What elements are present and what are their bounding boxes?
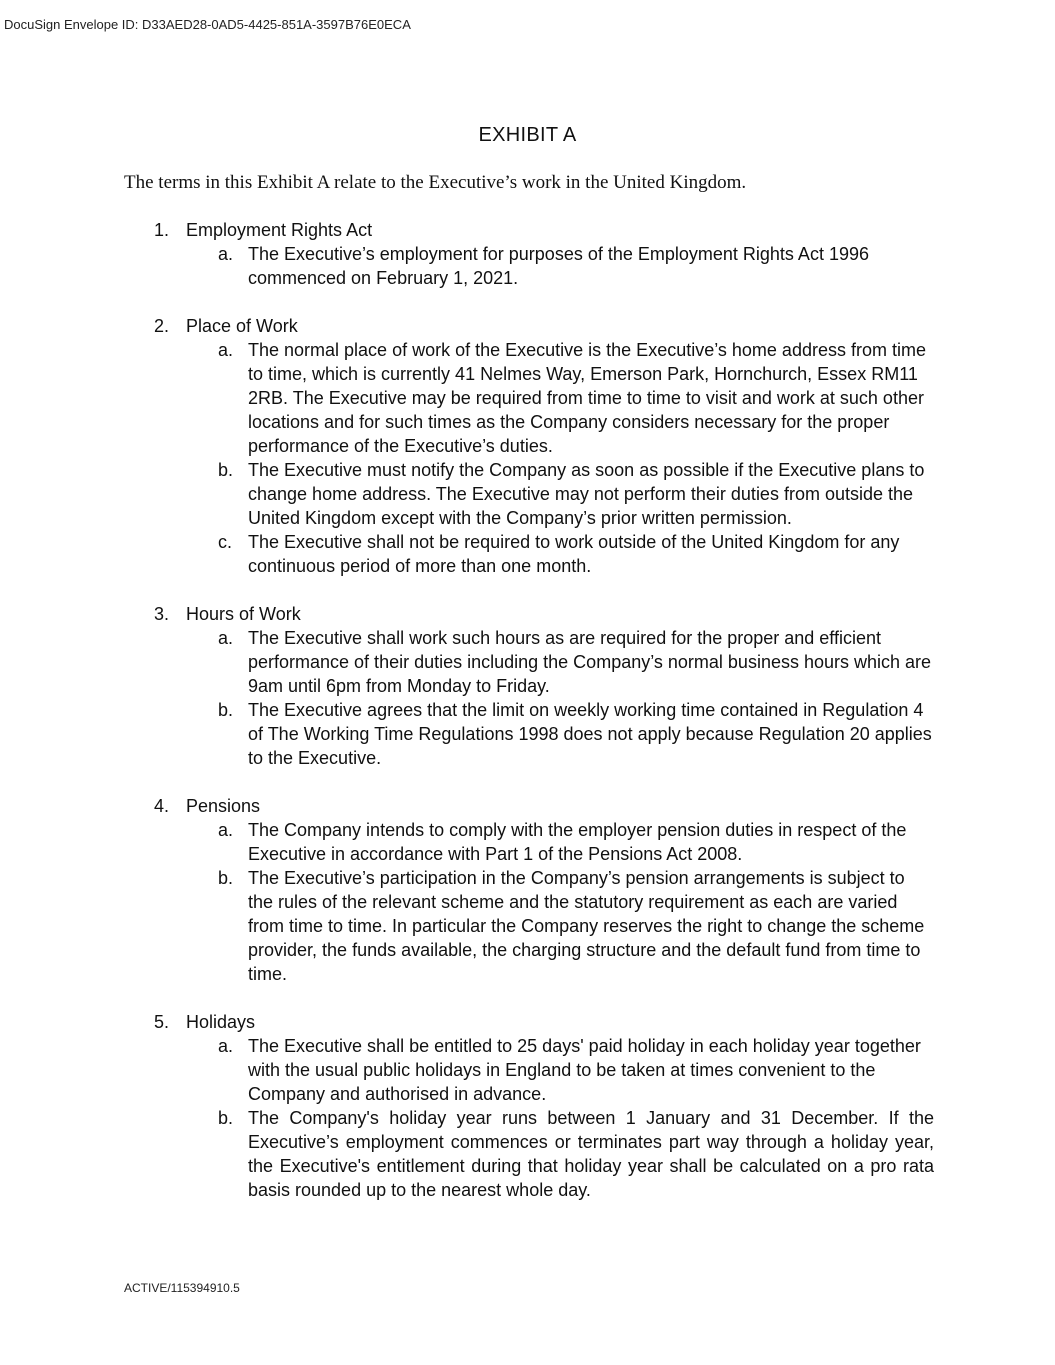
item-text: The Company intends to comply with the employer pension duties in respect of the Executive in accordance with Part 1 of the Pensions Act 2008. [248,820,907,864]
section-number: 3. [154,604,170,624]
docusign-envelope-id: DocuSign Envelope ID: D33AED28-0AD5-4425-851A-3597B76E0ECA [4,17,411,32]
section-heading [124,314,934,338]
list-item [124,626,934,698]
list-item [124,866,934,986]
item-letter: a. [218,820,234,840]
section-title: Hours of Work [186,604,301,624]
section-heading [124,218,934,242]
item-text: The Executive shall work such hours as are required for the proper and efficient performance of their duties including the Company’s normal business hours which are 9am until 6pm from Monday to Friday. [248,628,932,696]
exhibit-sections [124,218,934,1226]
item-letter: a. [218,1036,234,1056]
item-text: The Executive’s participation in the Company’s pension arrangements is subject to the rules of the relevant scheme and the statutory requirement as each are varied from time to time. In particular the Company reserves the right to change the scheme provider, the funds available, the charging structure and the default fund from time to time. [248,868,925,984]
section-holidays [124,1010,934,1202]
item-text: The Executive agrees that the limit on weekly working time contained in Regulation 4 of The Working Time Regulations 1998 does not apply because Regulation 20 applies to the Executive. [248,700,932,768]
list-item [124,1034,934,1106]
list-item [124,530,934,578]
section-employment-rights-act [124,218,934,290]
list-item [124,818,934,866]
section-place-of-work [124,314,934,578]
item-letter: c. [218,532,233,552]
item-text: The Executive shall not be required to work outside of the United Kingdom for any continuous period of more than one month. [248,532,900,576]
item-text: The Company's holiday year runs between 1 January and 31 December. If the Executive’s employment commences or terminates part way through a holiday year, the Executive's entitlement during that holiday year shall be calculated on a pro rata basis rounded up to the nearest whole day. [248,1108,934,1200]
section-title: Pensions [186,796,261,816]
item-letter: b. [218,1108,234,1128]
item-letter: b. [218,868,234,888]
section-title: Employment Rights Act [186,220,373,240]
document-title: EXHIBIT A [478,124,577,146]
section-number: 2. [154,316,170,336]
section-heading [124,1010,934,1034]
item-letter: b. [218,460,234,480]
list-item [124,242,934,290]
list-item [124,338,934,458]
section-heading [124,794,934,818]
item-text: The normal place of work of the Executive is the Executive’s home address from time to time, which is currently 41 Nelmes Way, Emerson Park, Hornchurch, Essex RM11 2RB. The Executive may be required from time to time to visit and work at such other locations and for such times as the Company considers necessary for the proper performance of the Executive’s duties. [248,340,926,456]
list-item [124,458,934,530]
item-text: The Executive must notify the Company as soon as possible if the Executive plans to change home address. The Executive may not perform their duties from outside the United Kingdom except with the Company’s prior written permission. [248,460,925,528]
section-pensions [124,794,934,986]
section-number: 5. [154,1012,170,1032]
list-item [124,698,934,770]
item-letter: a. [218,244,234,264]
item-letter: a. [218,340,234,360]
item-text: The Executive’s employment for purposes of the Employment Rights Act 1996 commenced on February 1, 2021. [248,244,869,288]
intro-paragraph: The terms in this Exhibit A relate to the Executive’s work in the United Kingdom. [124,172,747,193]
document-reference-footer: ACTIVE/115394910.5 [124,1281,240,1295]
section-title: Holidays [186,1012,256,1032]
section-number: 1. [154,220,170,240]
section-number: 4. [154,796,170,816]
item-text: The Executive shall be entitled to 25 days' paid holiday in each holiday year together with the usual public holidays in England to be taken at times convenient to the Company and authorised in advance. [248,1036,921,1104]
section-hours-of-work [124,602,934,770]
section-title: Place of Work [186,316,298,336]
section-heading [124,602,934,626]
item-letter: b. [218,700,234,720]
item-letter: a. [218,628,234,648]
list-item [124,1106,934,1202]
